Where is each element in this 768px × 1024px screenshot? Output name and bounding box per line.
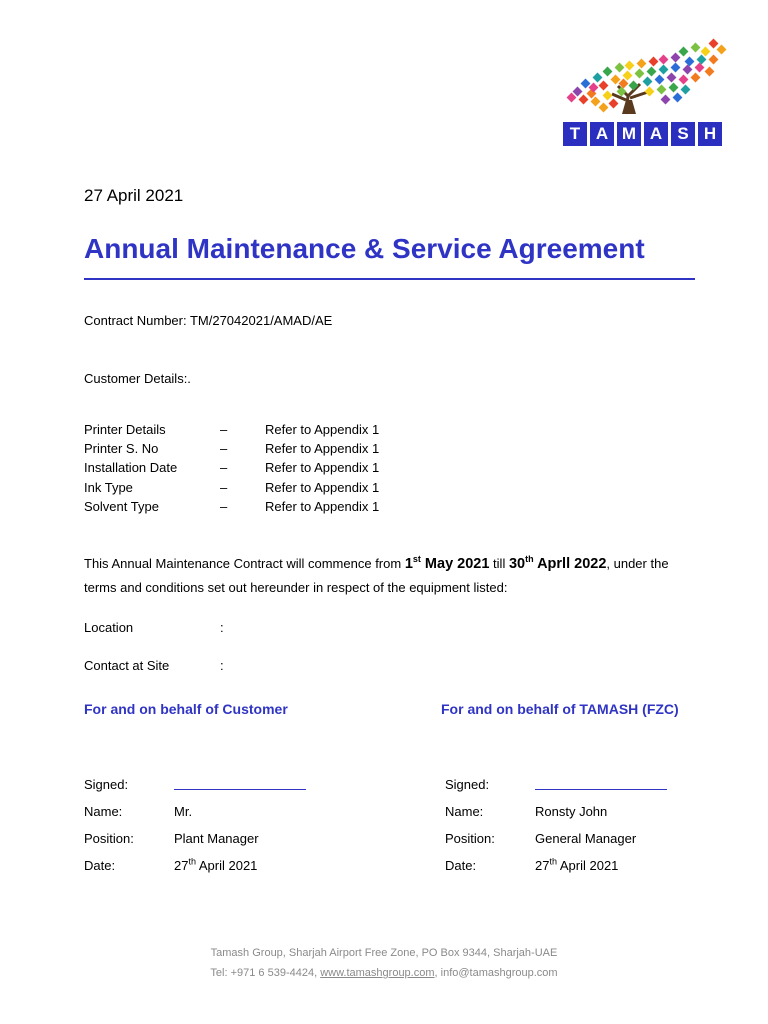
logo-letter: S bbox=[671, 122, 695, 146]
leaf-icon bbox=[647, 67, 657, 77]
leaf-icon bbox=[669, 83, 679, 93]
contact-colon: : bbox=[220, 658, 224, 673]
leaf-icon bbox=[671, 63, 681, 73]
logo-wordmark bbox=[563, 122, 728, 146]
logo-letter: A bbox=[644, 122, 668, 146]
date-label: Date: bbox=[445, 858, 477, 873]
details-value: Refer to Appendix 1 bbox=[265, 422, 380, 438]
leaf-icon bbox=[679, 47, 689, 57]
leaf-icon bbox=[667, 73, 677, 83]
details-dash: – bbox=[220, 460, 228, 476]
leaf-icon bbox=[637, 59, 647, 69]
date-row bbox=[84, 852, 306, 879]
paragraph-text: This Annual Maintenance Contract will commence from bbox=[84, 556, 405, 571]
details-label: Installation Date bbox=[84, 460, 178, 476]
logo-letter: T bbox=[563, 122, 587, 146]
leaf-icon bbox=[591, 97, 601, 107]
date-label: Date: bbox=[84, 858, 116, 873]
leaf-icon bbox=[655, 75, 665, 85]
leaf-icon bbox=[567, 93, 577, 103]
date-value bbox=[535, 858, 618, 873]
leaf-icon bbox=[603, 67, 613, 77]
signed-row bbox=[84, 771, 306, 798]
customer-signature-block bbox=[84, 771, 306, 879]
leaf-icon bbox=[709, 39, 719, 49]
details-label: Ink Type bbox=[84, 479, 133, 495]
position-label: Position: bbox=[445, 831, 495, 846]
date-day: 27 bbox=[174, 858, 189, 873]
date-suffix: th bbox=[549, 856, 557, 867]
end-day: 30 bbox=[508, 556, 526, 572]
leaf-icon bbox=[609, 99, 619, 109]
position-row bbox=[445, 825, 667, 852]
tamash-logo bbox=[560, 34, 728, 146]
start-date bbox=[405, 556, 490, 572]
leaf-icon bbox=[599, 103, 609, 113]
customer-behalf-heading: For and on behalf of Customer bbox=[84, 701, 288, 717]
details-dash: – bbox=[220, 498, 228, 514]
leaf-icon bbox=[643, 77, 653, 87]
title-underline bbox=[84, 278, 695, 280]
tree-icon bbox=[560, 34, 728, 118]
location-label: Location bbox=[84, 620, 134, 635]
details-value: Refer to Appendix 1 bbox=[265, 479, 380, 495]
leaf-icon bbox=[671, 53, 681, 63]
position-row bbox=[84, 825, 306, 852]
customer-details-label: Customer Details:. bbox=[84, 371, 191, 386]
paragraph-text: , under the terms and conditions set out hereunder in respect of the equipment listed: bbox=[84, 556, 669, 595]
footer-email: , info@tamashgroup.com bbox=[434, 967, 558, 979]
start-suffix: st bbox=[412, 554, 421, 565]
logo-letter: H bbox=[698, 122, 722, 146]
contract-paragraph bbox=[84, 552, 694, 600]
signature-line bbox=[535, 789, 667, 790]
leaf-icon bbox=[661, 95, 671, 105]
leaf-icon bbox=[599, 81, 609, 91]
location-row bbox=[84, 620, 224, 635]
contract-number: Contract Number: TM/27042021/AMAD/AE bbox=[84, 313, 333, 328]
name-row bbox=[84, 798, 306, 825]
footer-contact bbox=[0, 967, 768, 979]
start-day: 1 bbox=[404, 556, 413, 572]
location-colon: : bbox=[220, 620, 224, 635]
details-value: Refer to Appendix 1 bbox=[265, 441, 380, 457]
details-row bbox=[84, 497, 465, 516]
signed-label: Signed: bbox=[84, 777, 129, 792]
logo-letter: M bbox=[617, 122, 641, 146]
leaf-icon bbox=[645, 87, 655, 97]
leaf-icon bbox=[573, 87, 583, 97]
leaf-icon bbox=[611, 75, 621, 85]
document-date: 27 April 2021 bbox=[84, 186, 184, 205]
details-value: Refer to Appendix 1 bbox=[265, 498, 380, 514]
name-value: Ronsty John bbox=[535, 804, 608, 819]
leaf-icon bbox=[581, 79, 591, 89]
leaf-icon bbox=[691, 43, 701, 53]
footer-website-link[interactable]: www.tamashgroup.com bbox=[320, 967, 435, 979]
date-value bbox=[174, 858, 257, 873]
leaf-icon bbox=[709, 55, 719, 65]
footer-address: Tamash Group, Sharjah Airport Free Zone, PO Box 9344, Sharjah-UAE bbox=[210, 947, 558, 959]
leaf-icon bbox=[593, 73, 603, 83]
name-label: Name: bbox=[84, 804, 123, 819]
end-month-year: Aprll 2022 bbox=[533, 556, 607, 572]
leaf-icon bbox=[691, 73, 701, 83]
position-value: Plant Manager bbox=[174, 831, 259, 846]
leaf-icon bbox=[717, 45, 727, 55]
end-suffix: th bbox=[525, 554, 534, 565]
end-date bbox=[509, 556, 606, 572]
details-label: Printer S. No bbox=[84, 441, 159, 457]
till-text: till bbox=[489, 556, 509, 571]
leaf-icon bbox=[679, 75, 689, 85]
details-value: Refer to Appendix 1 bbox=[265, 460, 380, 476]
date-day: 27 bbox=[535, 858, 550, 873]
start-month-year: May 2021 bbox=[420, 556, 490, 572]
leaf-icon bbox=[635, 69, 645, 79]
leaf-icon bbox=[701, 47, 711, 57]
details-dash: – bbox=[220, 441, 228, 457]
details-label: Printer Details bbox=[84, 422, 166, 438]
footer-tel: Tel: +971 6 539-4424, bbox=[210, 967, 321, 979]
leaf-icon bbox=[685, 57, 695, 67]
document-title: Annual Maintenance & Service Agreement bbox=[84, 233, 645, 264]
date-suffix: th bbox=[188, 856, 196, 867]
leaf-icon bbox=[659, 65, 669, 75]
name-value: Mr. bbox=[174, 804, 193, 819]
logo-letter: A bbox=[590, 122, 614, 146]
contact-label: Contact at Site bbox=[84, 658, 170, 673]
position-value: General Manager bbox=[535, 831, 637, 846]
leaf-icon bbox=[673, 93, 683, 103]
company-signature-block bbox=[445, 771, 667, 879]
date-month-year: April 2021 bbox=[556, 858, 619, 873]
signed-row bbox=[445, 771, 667, 798]
position-label: Position: bbox=[84, 831, 134, 846]
leaf-icon bbox=[683, 65, 693, 75]
date-month-year: April 2021 bbox=[195, 858, 258, 873]
details-dash: – bbox=[220, 479, 228, 495]
details-row bbox=[84, 439, 465, 458]
leaf-icon bbox=[579, 95, 589, 105]
details-row bbox=[84, 478, 465, 497]
leaf-icon bbox=[697, 55, 707, 65]
leaf-icon bbox=[603, 91, 613, 101]
signature-line bbox=[174, 789, 306, 790]
signed-label: Signed: bbox=[445, 777, 490, 792]
details-row bbox=[84, 420, 465, 439]
contact-row bbox=[84, 658, 224, 673]
leaf-icon bbox=[657, 85, 667, 95]
name-row bbox=[445, 798, 667, 825]
details-label: Solvent Type bbox=[84, 498, 159, 514]
date-row bbox=[445, 852, 667, 879]
leaf-icon bbox=[625, 61, 635, 71]
details-list bbox=[84, 420, 465, 516]
leaf-icon bbox=[681, 85, 691, 95]
details-dash: – bbox=[220, 422, 228, 438]
name-label: Name: bbox=[445, 804, 484, 819]
leaf-icon bbox=[659, 55, 669, 65]
company-behalf-heading: For and on behalf of TAMASH (FZC) bbox=[441, 701, 679, 717]
leaf-icon bbox=[649, 57, 659, 67]
leaf-icon bbox=[695, 63, 705, 73]
leaf-icon bbox=[623, 71, 633, 81]
leaf-icon bbox=[615, 63, 625, 73]
details-row bbox=[84, 458, 465, 477]
leaf-icon bbox=[705, 67, 715, 77]
